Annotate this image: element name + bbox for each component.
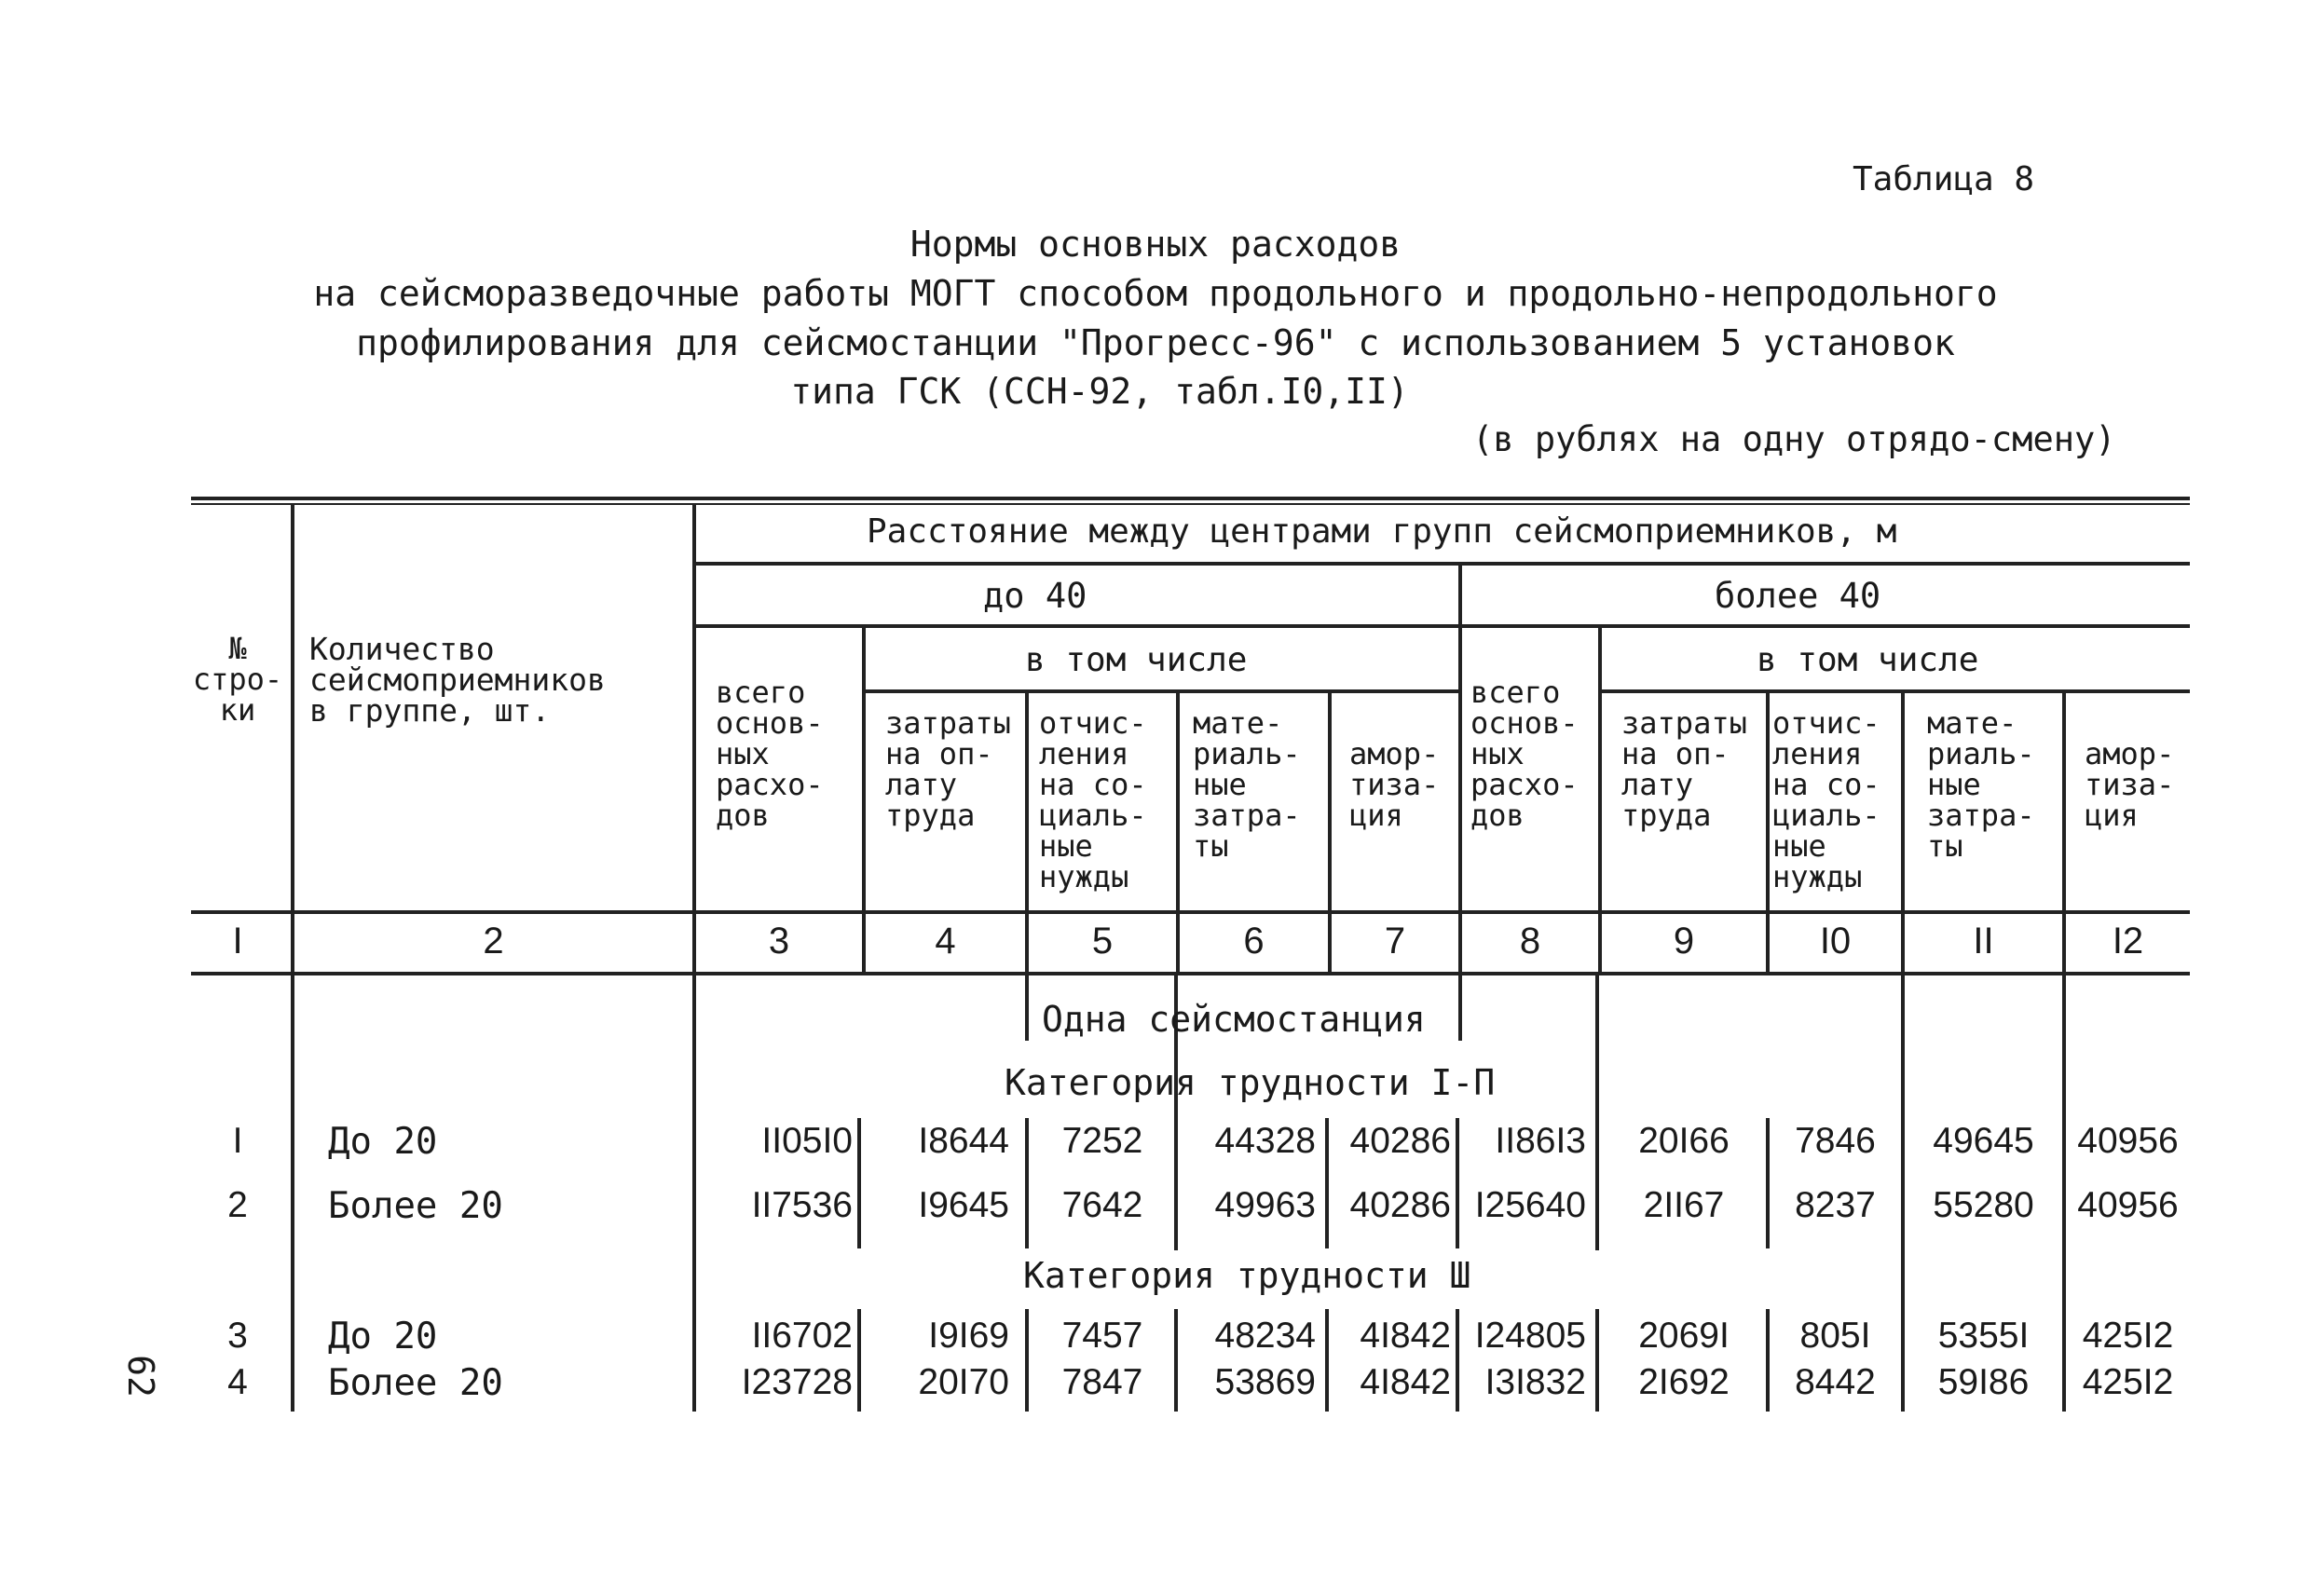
value-cell: I8644: [918, 1121, 1009, 1161]
table-number: Таблица 8: [1853, 160, 2035, 198]
title-line-4: типа ГСК (ССН-92, табл.I0,II): [790, 371, 1409, 412]
value-cell: 53869: [1214, 1362, 1316, 1402]
value-cell: I9645: [918, 1185, 1009, 1225]
category-heading-2: Категория трудности Ш: [1023, 1255, 1471, 1296]
value-cell: 49963: [1214, 1185, 1316, 1225]
value-cell: 5355I: [1937, 1316, 2030, 1356]
value-cell: 40286: [1349, 1121, 1451, 1161]
value-cell: 7642: [1061, 1185, 1143, 1225]
col-num-5: 5: [1091, 921, 1114, 962]
value-cell: II6702: [751, 1316, 853, 1356]
header-incl-right: в том числе: [1757, 641, 1979, 679]
col-num-6: 6: [1243, 921, 1265, 962]
header-distance: Расстояние между центрами групп сейсмоприемников, м: [867, 512, 1897, 551]
value-cell: 4I842: [1360, 1316, 1451, 1356]
col-num-7: 7: [1384, 921, 1406, 962]
value-cell: 7457: [1061, 1316, 1143, 1356]
rule-incl-right: [1598, 689, 2190, 693]
vline-7: [1458, 564, 1462, 1041]
row-number-cell: 2: [227, 1185, 248, 1225]
header-upto-40: до 40: [983, 576, 1087, 616]
header-row-no: № стро- ки: [192, 631, 283, 728]
value-cell: 805I: [1799, 1316, 1871, 1356]
value-cell: 20I70: [918, 1362, 1009, 1402]
vline-body-4b: [857, 1309, 861, 1412]
section-station: Одна сейсмостанция: [1042, 999, 1426, 1040]
value-cell: 49645: [1933, 1121, 2034, 1161]
quantity-cell: До 20: [328, 1316, 438, 1357]
value-cell: II86I3: [1495, 1121, 1586, 1161]
title-line-2: на сейсморазведочные работы МОГТ способом продольного и продольно-непродольного: [313, 273, 1998, 314]
col-num-1: I: [232, 921, 243, 962]
header-quantity: Количество сейсмоприемников в группе, шт.: [309, 631, 606, 729]
value-cell: 8237: [1795, 1185, 1876, 1225]
header-material-1: мате- риаль- ные затра- ты: [1193, 705, 1301, 864]
header-incl-left: в том числе: [1025, 641, 1248, 679]
header-over-40: более 40: [1715, 576, 1881, 616]
value-cell: 7252: [1061, 1121, 1143, 1161]
value-cell: 8442: [1795, 1362, 1876, 1402]
value-cell: 4I842: [1360, 1362, 1451, 1402]
value-cell: 2069I: [1638, 1316, 1730, 1356]
value-cell: 2I692: [1638, 1362, 1730, 1402]
vline-body-7b: [1325, 1309, 1329, 1412]
header-amort-1: амор- тиза- ция: [1349, 736, 1440, 833]
value-cell: II7536: [751, 1185, 853, 1225]
value-cell: I25640: [1474, 1185, 1586, 1225]
value-cell: II05I0: [761, 1121, 853, 1161]
vline-body-9a: [1595, 975, 1599, 1250]
row-number-cell: 4: [227, 1362, 248, 1402]
col-num-11: II: [1973, 921, 1994, 962]
page-number: 62: [119, 1355, 161, 1398]
value-cell: 40286: [1349, 1185, 1451, 1225]
col-num-10: I0: [1819, 921, 1852, 962]
title-line-1: Нормы основных расходов: [909, 224, 1402, 265]
value-cell: 425I2: [2082, 1316, 2174, 1356]
vline-4: [1025, 691, 1029, 1041]
value-cell: I24805: [1474, 1316, 1586, 1356]
value-cell: 44328: [1214, 1121, 1316, 1161]
value-cell: 425I2: [2082, 1362, 2174, 1402]
header-social-2: отчис- ления на со- циаль- ные нужды: [1772, 705, 1880, 894]
value-cell: 59I86: [1937, 1362, 2030, 1402]
vline-body-9b: [1595, 1309, 1599, 1412]
category-heading-1: Категория трудности I-П: [1005, 1062, 1496, 1103]
value-cell: I9I69: [928, 1316, 1009, 1356]
header-total-1: всего основ- ных расхо- дов: [716, 675, 824, 833]
unit-note: (в рублях на одну отрядо-смену): [1472, 419, 2116, 459]
rule-colnums-top: [191, 910, 2190, 914]
row-number-cell: 3: [227, 1316, 248, 1356]
quantity-cell: Более 20: [328, 1185, 503, 1227]
value-cell: 20I66: [1638, 1121, 1730, 1161]
value-cell: I23728: [741, 1362, 853, 1402]
header-total-2: всего основ- ных расхо- дов: [1470, 675, 1579, 833]
row-number-cell: I: [232, 1121, 243, 1161]
quantity-cell: До 20: [328, 1121, 438, 1163]
value-cell: I3I832: [1484, 1362, 1586, 1402]
rule-top: [191, 497, 2190, 500]
col-num-12: I2: [2112, 921, 2144, 962]
col-num-2: 2: [483, 921, 504, 962]
header-social-1: отчис- ления на со- циаль- ные нужды: [1039, 705, 1147, 894]
vline-body-8b: [1456, 1309, 1459, 1412]
value-cell: 7847: [1061, 1362, 1143, 1402]
header-amort-2: амор- тиза- ция: [2085, 736, 2175, 833]
value-cell: 40956: [2077, 1121, 2179, 1161]
value-cell: 55280: [1933, 1185, 2034, 1225]
col-num-8: 8: [1519, 921, 1541, 962]
header-material-2: мате- риаль- ные затра- ты: [1927, 705, 2035, 864]
rule-colnums-bottom: [191, 972, 2190, 975]
col-num-4: 4: [935, 921, 956, 962]
col-num-3: 3: [768, 921, 790, 962]
vline-body-7a: [1325, 1118, 1329, 1248]
header-labor-2: затраты на оп- лату труда: [1621, 705, 1747, 833]
value-cell: 2II67: [1643, 1185, 1725, 1225]
col-num-9: 9: [1673, 921, 1695, 962]
quantity-cell: Более 20: [328, 1362, 503, 1404]
value-cell: 40956: [2077, 1185, 2179, 1225]
value-cell: 48234: [1214, 1316, 1316, 1356]
vline-body-8a: [1456, 1118, 1459, 1248]
title-line-3: профилирования для сейсмостанции "Прогресс-96" с использованием 5 установок: [356, 322, 1955, 363]
vline-body-4a: [857, 1118, 861, 1248]
header-labor-1: затраты на оп- лату труда: [885, 705, 1011, 833]
rule-incl-left: [862, 689, 1458, 693]
rule-range: [694, 624, 2190, 628]
rule-top-2: [191, 503, 2190, 505]
value-cell: 7846: [1795, 1121, 1876, 1161]
rule-distance: [694, 562, 2190, 566]
